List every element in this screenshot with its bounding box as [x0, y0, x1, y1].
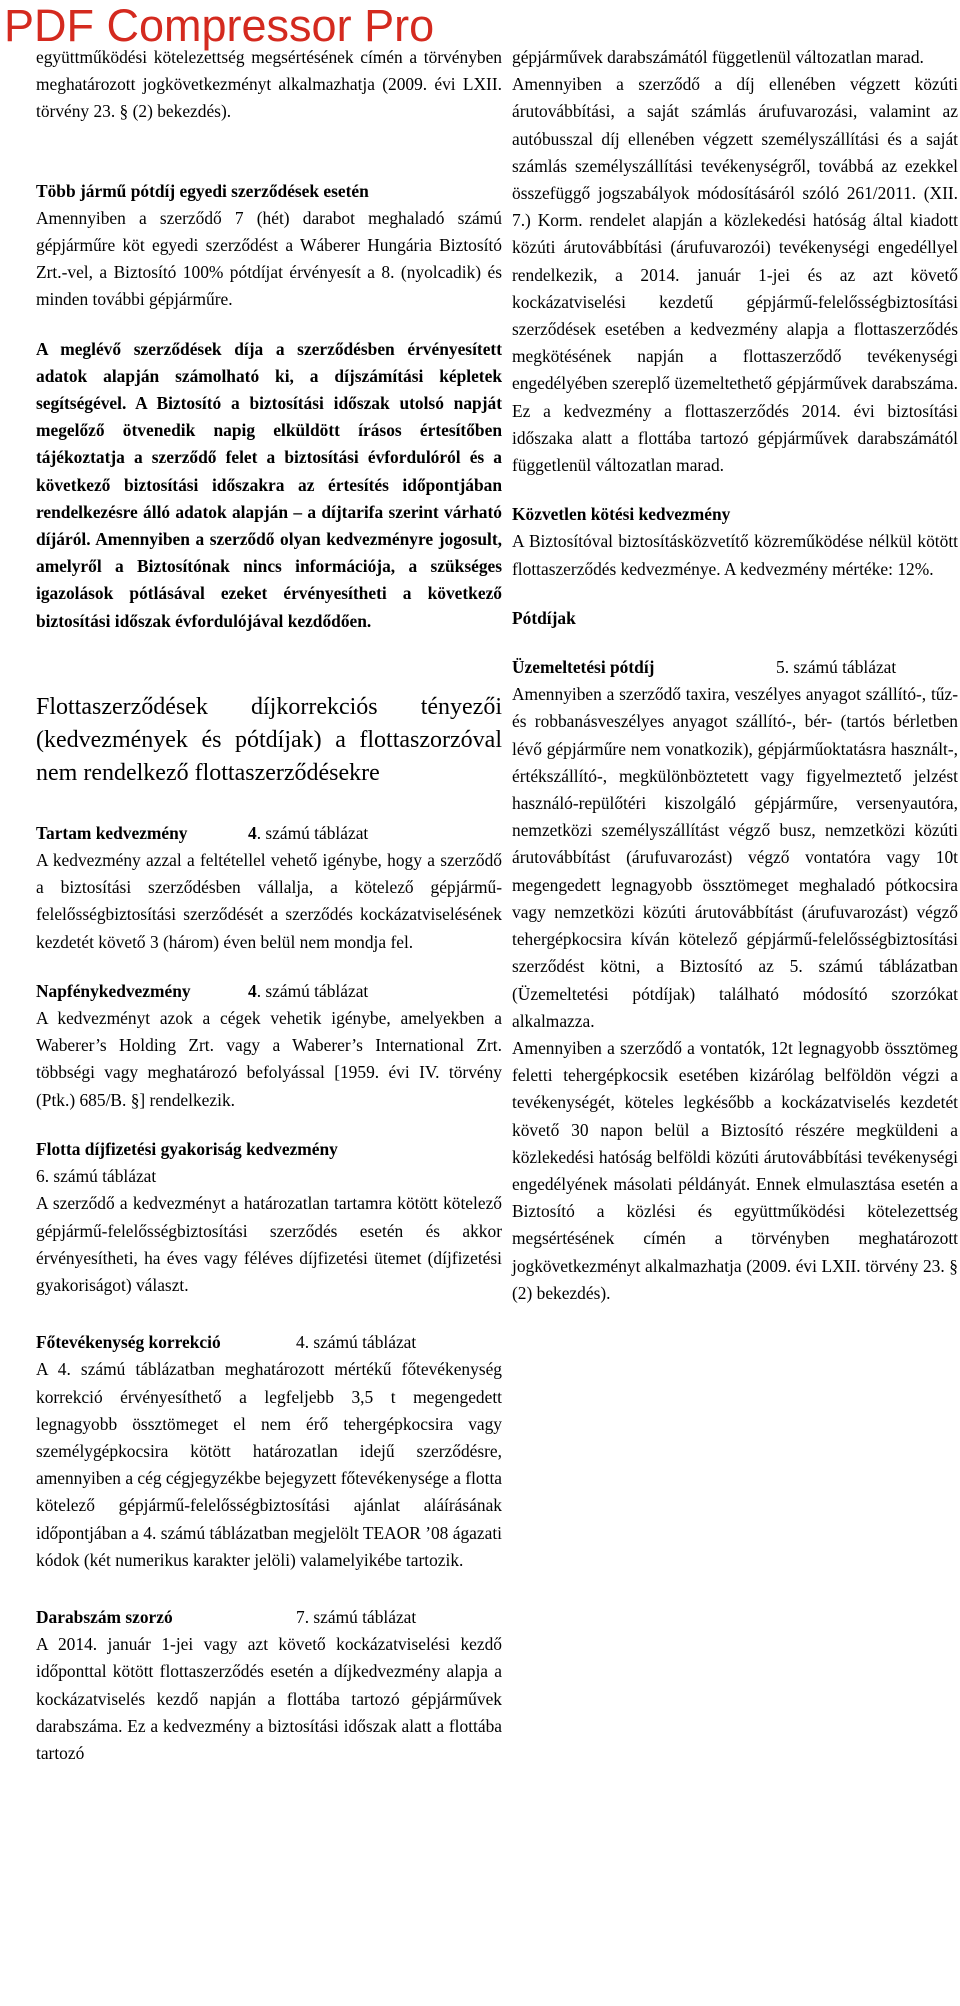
surcharges-heading: Pótdíjak: [512, 607, 576, 628]
operation-surcharge-label: Üzemeltetési pótdíj: [512, 657, 655, 678]
section-napfeny: [36, 978, 502, 1114]
table-number: 4: [248, 822, 257, 843]
section-table-ref: [248, 978, 368, 1005]
section-label: Napfénykedvezmény: [36, 980, 191, 1001]
tow-paragraph: Amennyiben a szerződő a vontatók, 12t legnagyobb össztömeg feletti tehergépkocsik esetében kizárólag belföldön végzi a tevékenységét, köteles legkésőbb a kockázatviselés kezdetét követő 30 napon belül a Biztosító részére megküldeni a közlekedési hatóság belföldi közúti árutovábbítási tevékenységi engedélyének másolati példányát. Ennek elmulasztása esetén a Biztosító a közlési és együttműködési kötelezettség megsértésének címén a törvényben meghatározott jogkövetkezményt alkalmazhatja (2009. évi LXII. törvény 23. § (2) bekezdés).: [512, 1037, 958, 1303]
direct-discount-heading: Közvetlen kötési kedvezmény: [512, 504, 731, 525]
section-text: A szerződő a kedvezményt a határozatlan tartamra kötött kötelező gépjármű-felelősségbiztosítási szerződés esetén és akkor érvényesítheti, ha éves vagy féléves díjfizetési ütemet (díjfizetési gyakoriságot) választ.: [36, 1193, 502, 1295]
section-tartam: [36, 820, 502, 956]
section-table-ref: 4. számú táblázat: [296, 1332, 417, 1353]
section-table-ref: 7. számú táblázat: [296, 1606, 417, 1627]
section-label: Főtevékenység korrekció: [36, 1332, 221, 1353]
intro-paragraph: együttműködési kötelezettség megsértésének címén a törvényben meghatározott jogkövetkezményt alkalmazhatja (2009. évi LXII. törvény 23. § (2) bekezdés).: [36, 47, 502, 122]
section-dijfizetesi: [36, 1136, 502, 1299]
section-table-ref: [248, 820, 368, 847]
carrier-paragraph: Amennyiben a szerződő a díj ellenében végzett közúti árutovábbítási, a saját számlás árufuvarozási, valamint az autóbusszal díj ellenében végzett személyszállítási és a saját számlás személyszállítási tevékenységről, továbbá az ezekkel összefüggő jogszabályok módosításáról szóló 261/2011. (XII. 7.) Korm. rendelet alapján a közlekedési hatóság által kiadott közúti árutovábbítási (árufuvarozói) tevékenységi engedéllyel rendelkezik, a 2014. január 1-jei és az azt követő kockázatviselési kezdetű gépjármű-felelősségbiztosítási szerződések esetében a kedvezmény alapja a flottaszerződés megkötésének napján a flottaszerződő tevékenységi engedélyében szereplő üzemeltethető gépjárművek darabszáma. Ez a kedvezmény a flottaszerződés 2014. évi biztosítási időszaka alatt a flottába tartozó gépjárművek darabszámától függetlenül változatlan marad.: [512, 74, 958, 476]
section-label: Darabszám szorzó: [36, 1606, 173, 1627]
table-number: 4: [248, 980, 257, 1001]
existing-contracts-paragraph: A meglévő szerződések díja a szerződésben érvényesített adatok alapján számolható ki, a díjszámítási képletek segítségével. A Biztosító a biztosítási időszak utolsó napját megelőző ötvenedik napig elküldött írásos értesítőben tájékoztatja a szerződő felet a biztosítási évfordulóról és a következő biztosítási időszakra az értesítés időpontjában rendelkezésre álló adatok alapján – a díjtarifa szerint várható díjáról. Amennyiben a szerződő olyan kedvezményre jogosult, amelyről a Biztosítónak nincs információja, a szükséges igazolások pótlásával ezeket érvényesítheti a következő biztosítási időszak évfordulójával kezdődően.: [36, 338, 502, 631]
section-text: A kedvezmény azzal a feltétellel vehető igénybe, hogy a szerződő a biztosítási szerződésben vállalja, a kötelező gépjármű-felelősségbiztosítási szerződését a szerződés kockázatviselésének kezdetét követő 3 (három) éven belül nem mondja fel.: [36, 850, 502, 952]
right-column: [512, 44, 958, 1307]
fleet-surcharge-text: Amennyiben a szerződő 7 (hét) darabot meghaladó számú gépjárműre köt egyedi szerződést a Wáberer Hungária Biztosító Zrt.-vel, a Biztosító 100% pótdíjat érvényesít a 8. (nyolcadik) és minden további gépjárműre.: [36, 207, 502, 310]
section-text: A 4. számú táblázatban meghatározott mértékű főtevékenység korrekció érvényesíthető a legfeljebb 3,5 t megengedett legnagyobb össztömeget el nem érő tehergépkocsira vagy személygépkocsira kötött határozatlan idejű szerződésre, amennyiben a cég cégjegyzékbe bejegyzett főtevékenysége a flotta kötelező gépjármű-felelősségbiztosítási ajánlat aláírásának időpontjában a 4. számú táblázatban megjelölt TEAOR ’08 ágazati kódok (két numerikus karakter jelöli) valamelyikébe tartozik.: [36, 1359, 502, 1570]
continued-paragraph: gépjárművek darabszámától függetlenül változatlan marad.: [512, 47, 924, 67]
left-column: [36, 44, 502, 1767]
table-ref-text: . számú táblázat: [256, 980, 369, 1001]
main-section-title: Flottaszerződések díjkorrekciós tényezői (kedvezmények és pótdíjak) a flottaszorzóval nem rendelkező flottaszerződésekre: [36, 693, 502, 786]
operation-surcharge-header: [512, 654, 958, 681]
direct-discount-text: A Biztosítóval biztosításközvetítő közreműködése nélkül kötött flottaszerződés kedvezménye. A kedvezmény mértéke: 12%.: [512, 531, 958, 579]
section-fotevekenyseg: [36, 1329, 502, 1574]
operation-surcharge-text: Amennyiben a szerződő taxira, veszélyes anyagot szállító-, tűz- és robbanásveszélyes anyagot szállító-, bér- (tartós bérletben lévő gépjárműre nem vonatkozik), gépjárműoktatásra használt-, értékszállító-, megkülönböztetett vagy figyelmeztető jelzést használó-repülőtéri kiszolgáló gépjárműre, versenyautóra, nemzetközi személyszállítást végző busz, nemzetközi közúti árutovábbítást (árufuvarozást) végző vontatóra vagy 10t megengedett legnagyobb össztömeget meghaladó pótkocsira vagy nemzetközi közúti árutovábbítást (árufuvarozást) végző tehergépkocsira kíván kötelező gépjármű-felelősségbiztosítási szerződést kötni, a Biztosító az 5. számú táblázatban (Üzemeltetési pótdíjak) található módosító szorzókat alkalmazza.: [512, 684, 958, 1031]
table-ref-text: . számú táblázat: [256, 822, 369, 843]
section-text: A 2014. január 1-jei vagy azt követő kockázatviselési kezdő időponttal kötött flottaszerződés esetén a díjkedvezmény alapja a kockázatviselés kezdő napján a flottába tartozó gépjárművek darabszáma. Ez a kedvezmény a biztosítási időszak alatt a flottába tartozó: [36, 1634, 502, 1763]
section-table-ref: 6. számú táblázat: [36, 1166, 157, 1187]
watermark-logo: PDF Compressor Pro: [4, 0, 435, 51]
section-text: A kedvezményt azok a cégek vehetik igénybe, amelyekben a Waberer’s Holding Zrt. vagy a Waberer’s International Zrt. többségi vagy meghatározó befolyással [1959. évi IV. törvény (Ptk.) 685/B. §] rendelkezik.: [36, 1008, 502, 1110]
section-darabszam: [36, 1604, 502, 1767]
section-label: Tartam kedvezmény: [36, 822, 188, 843]
operation-surcharge-table-ref: 5. számú táblázat: [776, 657, 897, 678]
fleet-surcharge-heading: Több jármű pótdíj egyedi szerződések esetén: [36, 180, 369, 201]
section-label: Flotta díjfizetési gyakoriság kedvezmény: [36, 1138, 338, 1159]
